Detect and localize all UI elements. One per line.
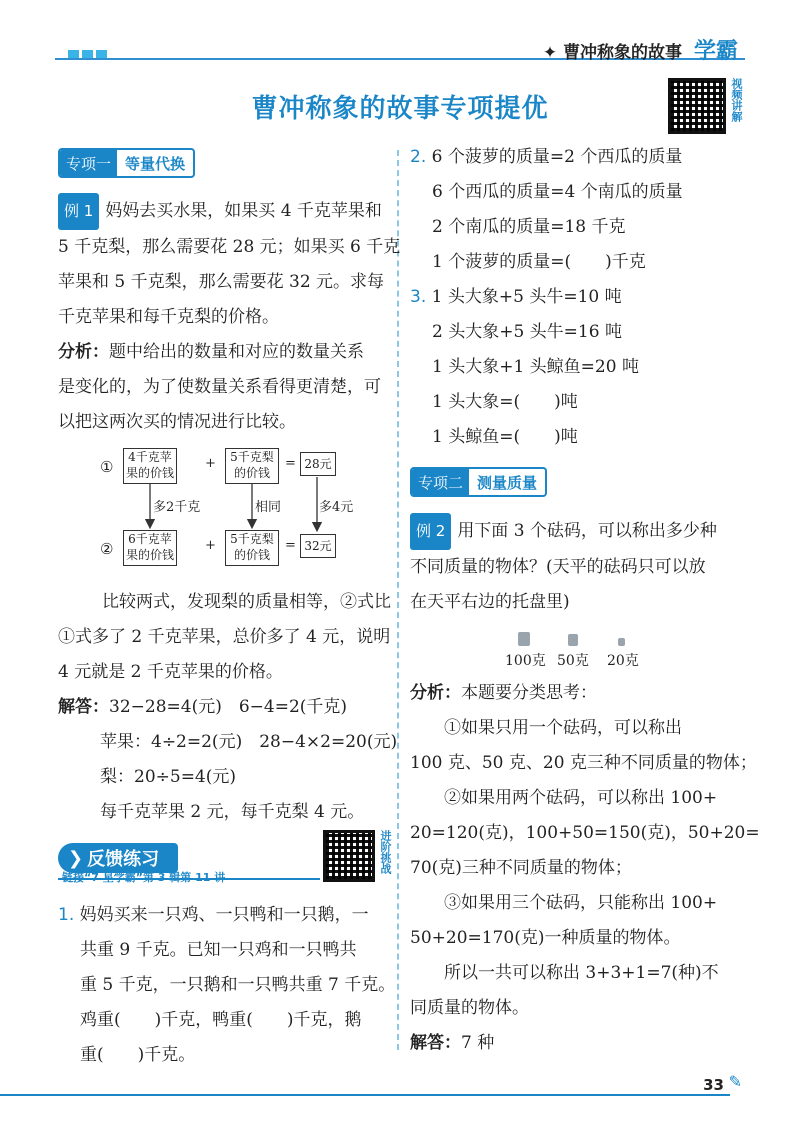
equals-sign: = xyxy=(285,456,296,471)
row1-pear-box: 5千克梨的价钱 xyxy=(225,448,279,484)
analysis-2 xyxy=(410,676,760,1061)
analysis-line: 以把这两次买的情况进行比较。 xyxy=(58,412,296,432)
question-line: 1 头大象+1 头鲸鱼=20 吨 xyxy=(432,357,639,377)
footer-rule xyxy=(0,1094,730,1096)
example-badge: 例 2 xyxy=(410,513,451,550)
tag-name: 等量代换 xyxy=(125,154,186,173)
question-number: 1. xyxy=(58,905,75,925)
feedback-title: 反馈练习 xyxy=(87,849,160,870)
row2-pear-box: 5千克梨的价钱 xyxy=(225,530,279,566)
pencil-icon: ✎ xyxy=(728,1072,742,1091)
analysis-line: 20=120(克)，100+50=150(克)，50+20= xyxy=(410,823,760,843)
feedback-qr-label: 进阶挑战 xyxy=(379,830,392,874)
answer-value: 7 种 xyxy=(461,1033,495,1053)
page-title: 曹冲称象的故事专项提优 xyxy=(251,94,549,124)
brand-logo: 学霸 xyxy=(693,39,738,64)
question-line: 1 头鲸鱼=( )吨 xyxy=(432,427,578,447)
compare-line: 4 元就是 2 千克苹果的价格。 xyxy=(58,662,283,682)
compare-line: ①式多了 2 千克苹果，总价多了 4 元，说明 xyxy=(58,627,391,647)
analysis-line: 100 克、50 克、20 克三种不同质量的物体； xyxy=(410,753,757,773)
analysis-line: 同质量的物体。 xyxy=(410,998,529,1018)
answer-line: 每千克苹果 2 元，每千克梨 4 元。 xyxy=(100,802,365,822)
qr-code[interactable] xyxy=(668,78,726,134)
example-badge: 例 1 xyxy=(58,193,99,230)
section-tag-2 xyxy=(410,467,547,497)
weight-icon xyxy=(518,632,530,646)
row2-number: ② xyxy=(100,540,114,558)
example-line: 妈妈去买水果，如果买 4 千克苹果和 xyxy=(105,201,382,221)
tag-label: 专项一 xyxy=(60,150,117,176)
analysis-line: 所以一共可以称出 3+3+1=7(种)不 xyxy=(444,963,719,983)
answer-line: 苹果：4÷2=2(元) 28−4×2=20(元) xyxy=(100,732,398,752)
chevron-right-icon: ❯ xyxy=(68,847,84,869)
example-line: 千克苹果和每千克梨的价格。 xyxy=(58,307,279,327)
question-line: 6 个西瓜的质量=4 个南瓜的质量 xyxy=(432,182,683,202)
plus-sign: + xyxy=(205,538,216,553)
section-tag-1 xyxy=(58,148,195,178)
row1-total-box: 28元 xyxy=(300,452,336,476)
question-line: 鸡重( )千克，鸭重( )千克，鹅 xyxy=(80,1010,362,1030)
weight-label: 50克 xyxy=(557,653,589,669)
example-2 xyxy=(410,513,750,620)
answer-label: 解答： xyxy=(410,1033,461,1053)
tag-label: 专项二 xyxy=(412,469,469,495)
analysis-line: ②如果用两个砝码，可以称出 100+ xyxy=(444,788,718,808)
question-line: 1 个菠萝的质量=( )千克 xyxy=(432,252,646,272)
comparison-diagram xyxy=(95,442,355,572)
qr-code-feedback[interactable] xyxy=(323,830,375,882)
weight-label: 100克 xyxy=(505,653,546,669)
arrow-label-b: 相同 xyxy=(255,500,282,515)
answer-label: 解答： xyxy=(58,697,109,717)
example-line: 不同质量的物体？(天平的砝码只可以放 xyxy=(410,557,706,577)
diamond-icon: ✦ xyxy=(542,43,558,63)
weights-row xyxy=(500,630,650,670)
tag-name: 测量质量 xyxy=(477,473,538,492)
analysis-label: 分析： xyxy=(58,342,109,362)
question-2 xyxy=(410,140,750,455)
row2-total-box: 32元 xyxy=(300,534,336,558)
weight-icon xyxy=(568,634,578,646)
weight-icon xyxy=(618,638,625,646)
analysis-line: ①如果只用一个砝码，可以称出 xyxy=(444,718,682,738)
arrow-label-c: 多4元 xyxy=(319,500,354,515)
feedback-link[interactable]: 链接“7 星学霸”第 3 辑第 11 讲 xyxy=(62,871,226,884)
answer-line: 梨：20÷5=4(元) xyxy=(100,767,237,787)
compare-line: 比较两式，发现梨的质量相等，②式比 xyxy=(102,592,391,612)
example-line: 用下面 3 个砝码，可以称出多少种 xyxy=(457,521,717,541)
example-line: 在天平右边的托盘里) xyxy=(410,592,570,612)
analysis-line: 是变化的，为了使数量关系看得更清楚，可 xyxy=(58,377,381,397)
question-line: 6 个菠萝的质量=2 个西瓜的质量 xyxy=(431,147,683,167)
book-title: 曹冲称象的故事 xyxy=(563,43,683,63)
analysis-label: 分析： xyxy=(410,683,461,703)
analysis-line: ③如果用三个砝码，只能称出 100+ xyxy=(444,893,718,913)
row1-apple-box: 4千克苹果的价钱 xyxy=(123,448,177,484)
qr-label: 视频讲解 xyxy=(730,78,743,122)
analysis-line: 题中给出的数量和对应的数量关系 xyxy=(109,342,364,362)
analysis-line: 50+20=170(克)一种质量的物体。 xyxy=(410,928,681,948)
page-number: 33 xyxy=(703,1076,724,1094)
question-line: 2 头大象+5 头牛=16 吨 xyxy=(432,322,622,342)
arrow-label-a: 多2千克 xyxy=(153,500,201,515)
row2-apple-box: 6千克苹果的价钱 xyxy=(123,530,177,566)
plus-sign: + xyxy=(205,456,216,471)
answer-line: 32−28=4(元) 6−4=2(千克) xyxy=(109,697,348,717)
column-divider xyxy=(397,150,399,1050)
header-title xyxy=(543,34,738,65)
row1-number: ① xyxy=(100,458,114,476)
question-line: 1 头大象=( )吨 xyxy=(432,392,578,412)
question-line: 重( )千克。 xyxy=(80,1045,196,1065)
analysis-line: 70(克)三种不同质量的物体； xyxy=(410,858,632,878)
example-line: 5 千克梨，那么需要花 28 元；如果买 6 千克 xyxy=(58,237,401,257)
question-line: 重 5 千克，一只鹅和一只鸭共重 7 千克。 xyxy=(80,975,396,995)
header-decoration xyxy=(68,44,110,63)
question-1 xyxy=(58,898,396,1073)
question-number: 2. xyxy=(410,147,427,167)
question-line: 1 头大象+5 头牛=10 吨 xyxy=(431,287,622,307)
question-number: 3. xyxy=(410,287,427,307)
example-1 xyxy=(58,193,401,440)
question-line: 妈妈买来一只鸡、一只鸭和一只鹅，一 xyxy=(79,905,369,925)
question-line: 2 个南瓜的质量=18 千克 xyxy=(432,217,626,237)
question-line: 共重 9 千克。已知一只鸡和一只鸭共 xyxy=(80,940,357,960)
analysis-line: 本题要分类思考： xyxy=(461,683,597,703)
example-line: 苹果和 5 千克梨，那么需要花 32 元。求每 xyxy=(58,272,385,292)
comparison-text xyxy=(58,585,398,830)
weight-label: 20克 xyxy=(607,653,639,669)
equals-sign: = xyxy=(285,538,296,553)
